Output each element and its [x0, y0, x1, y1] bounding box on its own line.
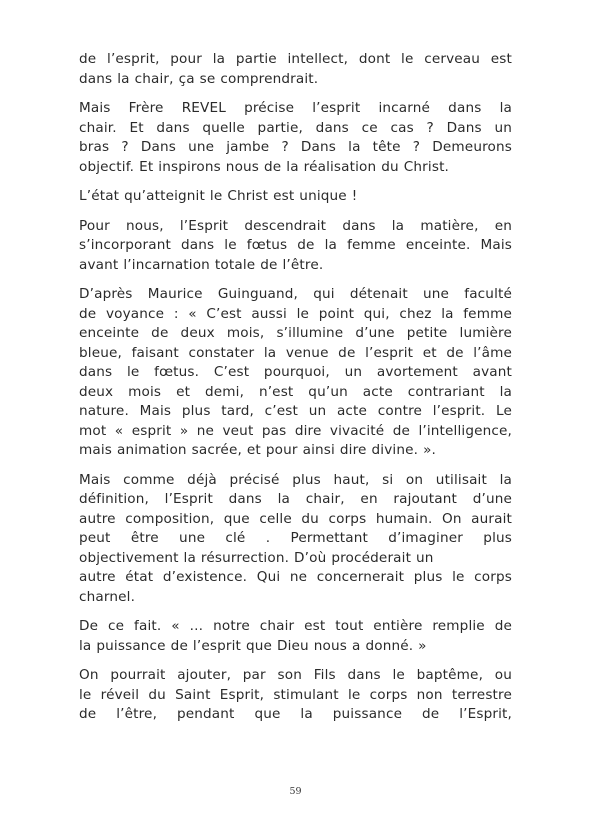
text-line: le réveil du Saint Esprit, stimulant le corps non terrestre	[79, 686, 512, 703]
text-line: avant l’incarnation totale de l’être.	[79, 256, 324, 273]
text-line: de l’esprit, pour la partie intellect, dont le cerveau est	[79, 51, 512, 67]
text-line: chair. Et dans quelle partie, dans ce cas ? Dans un	[79, 119, 512, 136]
paragraph	[79, 217, 512, 276]
paragraph	[79, 666, 512, 725]
text-line: peut être une clé . Permettant d’imaginer plus	[79, 530, 512, 546]
page-number: 59	[289, 786, 302, 797]
text-line: nature. Mais plus tard, c’est un acte contre l’esprit. Le	[79, 403, 512, 419]
text-line: de l’être, pendant que la puissance de l’Esprit,	[79, 706, 512, 722]
paragraph	[79, 617, 512, 656]
text-line: Mais Frère REVEL précise l’esprit incarné dans la	[79, 100, 512, 116]
text-line: deux mois et demi, n’est qu’un acte contrariant la	[79, 383, 512, 400]
text-line: la puissance de l’esprit que Dieu nous a donné. »	[79, 637, 427, 654]
paragraph	[79, 471, 512, 608]
text-line: mot « esprit » ne veut pas dire vivacité de l’intelligence,	[79, 422, 512, 439]
text-line: mais animation sacrée, et pour ainsi dire divine. ».	[79, 442, 437, 458]
text-line: L’état qu’atteignit le Christ est unique !	[79, 188, 358, 204]
text-line: De ce fait. « … notre chair est tout entière remplie de	[79, 618, 512, 634]
text-line: autre état d’existence. Qui ne concernerait plus le corps	[79, 569, 512, 585]
body-text	[79, 50, 512, 725]
text-line: objectivement la résurrection. D’où procéderait un	[79, 549, 434, 566]
paragraph	[79, 99, 512, 177]
text-line: D’après Maurice Guinguand, qui détenait une faculté	[79, 286, 512, 302]
text-line: s’incorporant dans le fœtus de la femme enceinte. Mais	[79, 237, 512, 253]
text-line: dans le fœtus. C’est pourquoi, un avortement avant	[79, 364, 512, 380]
text-line: autre composition, que celle du corps humain. On aurait	[79, 510, 512, 527]
text-line: enceinte de deux mois, s’illumine d’une petite lumière	[79, 325, 512, 341]
text-line: bras ? Dans une jambe ? Dans la tête ? Demeurons	[79, 139, 512, 155]
paragraph	[79, 187, 512, 207]
text-line: objectif. Et inspirons nous de la réalisation du Christ.	[79, 158, 450, 175]
text-line: dans la chair, ça se comprendrait.	[79, 70, 319, 87]
paragraph	[79, 50, 512, 89]
text-line: définition, l’Esprit dans la chair, en rajoutant d’une	[79, 491, 512, 507]
text-line: de voyance : « C’est aussi le point qui, chez la femme	[79, 305, 512, 322]
paragraph	[79, 285, 512, 461]
text-line: charnel.	[79, 588, 136, 605]
text-line: Pour nous, l’Esprit descendrait dans la matière, en	[79, 217, 512, 234]
text-line: bleue, faisant constater la venue de l’esprit et de l’âme	[79, 344, 512, 361]
text-line: Mais comme déjà précisé plus haut, si on utilisait la	[79, 471, 512, 488]
text-line: On pourrait ajouter, par son Fils dans le baptême, ou	[79, 667, 512, 683]
